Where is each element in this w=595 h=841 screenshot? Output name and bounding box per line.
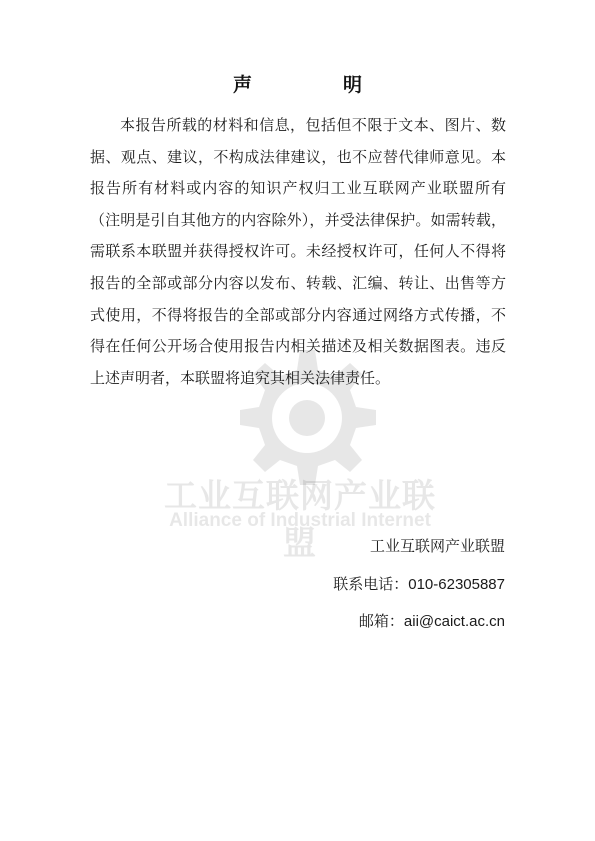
phone-number: 010-62305887 — [408, 576, 505, 593]
signature-org: 工业互联网产业联盟 — [369, 537, 505, 555]
watermark-chinese: 工业互联网产业联盟 — [164, 476, 436, 562]
declaration-paragraph: 本报告所载的材料和信息，包括但不限于文本、图片、数据、观点、建议，不构成法律建议，也不应替代律师意见。本报告所有材料或内容的知识产权归工业互联网产业联盟所有（注明是引自其他方的内容除外），并受法律保护。如需转载，需联系本联盟并获得授权许可。未经授权许可，任何人不得将报告的全部或部分内容以发布、转载、汇编、转让、出售等方式使用，不得将报告的全部或部分内容通过网络方式传播，不得在任何公开场合使用报告内相关描述及相关数据图表。违反上述声明者，本联盟将追究其相关法律责任。 — [90, 116, 506, 387]
email-address: aii@caict.ac.cn — [403, 613, 505, 630]
watermark-english: Alliance of Industrial Internet — [169, 510, 431, 531]
signature-phone — [333, 573, 505, 594]
signature-email — [359, 610, 505, 631]
phone-label: 联系电话： — [333, 575, 409, 593]
email-label: 邮箱： — [358, 612, 404, 630]
page-title: 声 明 — [232, 74, 398, 96]
